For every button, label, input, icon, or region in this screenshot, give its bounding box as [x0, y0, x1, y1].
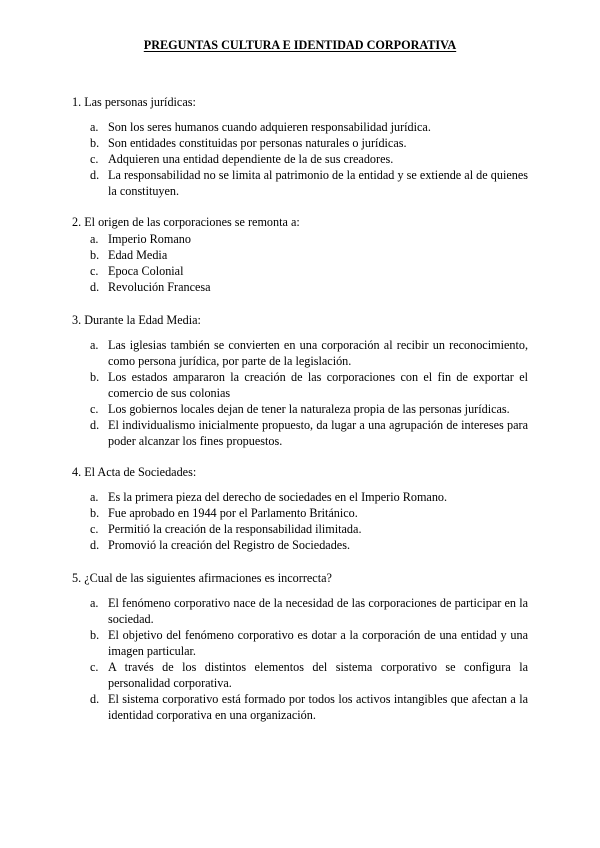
option-b — [72, 505, 528, 521]
option-letter: a. — [90, 596, 99, 610]
option-b — [72, 369, 528, 401]
option-letter: c. — [90, 402, 99, 416]
question-text: 3. Durante la Edad Media: — [72, 313, 201, 327]
option-b — [72, 135, 528, 151]
option-a — [72, 489, 528, 505]
option-text: El objetivo del fenómeno corporativo es dotar a la corporación de una entidad y una imagen particular. — [108, 628, 528, 658]
question-2 — [72, 214, 528, 295]
option-letter: d. — [90, 418, 100, 432]
option-text: El fenómeno corporativo nace de la necesidad de las corporaciones de participar en la sociedad. — [108, 596, 528, 626]
page-title: PREGUNTAS CULTURA E IDENTIDAD CORPORATIVA — [143, 38, 457, 52]
option-text: Las iglesias también se convierten en una corporación al recibir un reconocimiento, como persona jurídica, por parte de la legislación. — [108, 338, 528, 368]
question-text: 4. El Acta de Sociedades: — [72, 465, 197, 479]
option-a — [72, 595, 528, 627]
option-letter: c. — [90, 264, 99, 278]
option-d — [72, 537, 528, 553]
option-text: Revolución Francesa — [108, 280, 211, 294]
question-text: 2. El origen de las corporaciones se remonta a: — [72, 215, 300, 229]
options-list — [72, 337, 528, 449]
option-a — [72, 119, 528, 135]
option-text: La responsabilidad no se limita al patrimonio de la entidad y se extiende al de quienes la constituyen. — [108, 168, 528, 198]
options-list — [72, 595, 528, 723]
option-letter: a. — [90, 120, 99, 134]
option-letter: a. — [90, 490, 99, 504]
question-text: 5. ¿Cual de las siguientes afirmaciones es incorrecta? — [72, 571, 332, 585]
question-text: 1. Las personas jurídicas: — [72, 95, 196, 109]
option-letter: a. — [90, 338, 99, 352]
option-text: Los estados ampararon la creación de las corporaciones con el fin de exportar el comercio de sus colonias — [108, 370, 528, 400]
option-letter: d. — [90, 538, 100, 552]
option-a — [72, 231, 528, 247]
option-letter: c. — [90, 660, 99, 674]
option-b — [72, 627, 528, 659]
option-letter: b. — [90, 506, 100, 520]
option-letter: d. — [90, 280, 100, 294]
option-text: Imperio Romano — [108, 232, 191, 246]
option-c — [72, 521, 528, 537]
option-d — [72, 417, 528, 449]
option-text: Promovió la creación del Registro de Sociedades. — [108, 538, 350, 552]
question-4 — [72, 464, 528, 553]
option-d — [72, 279, 528, 295]
option-a — [72, 337, 528, 369]
question-3 — [72, 312, 528, 449]
option-text: El individualismo inicialmente propuesto, da lugar a una agrupación de intereses para poder alcanzar los fines propuestos. — [108, 418, 528, 448]
option-text: Fue aprobado en 1944 por el Parlamento Británico. — [108, 506, 358, 520]
option-text: Permitió la creación de la responsabilidad ilimitada. — [108, 522, 362, 536]
option-text: Son entidades constituidas por personas naturales o jurídicas. — [108, 136, 407, 150]
option-letter: d. — [90, 692, 100, 706]
options-list — [72, 119, 528, 199]
option-text: Adquieren una entidad dependiente de la de sus creadores. — [108, 152, 394, 166]
question-5 — [72, 570, 528, 723]
option-letter: c. — [90, 522, 99, 536]
option-text: El sistema corporativo está formado por todos los activos intangibles que afectan a la identidad corporativa en una organización. — [108, 692, 528, 722]
option-text: Epoca Colonial — [108, 264, 184, 278]
option-text: Los gobiernos locales dejan de tener la naturaleza propia de las personas jurídicas. — [108, 402, 510, 416]
option-letter: d. — [90, 168, 100, 182]
option-letter: b. — [90, 370, 100, 384]
option-letter: b. — [90, 248, 100, 262]
option-c — [72, 659, 528, 691]
option-letter: b. — [90, 136, 100, 150]
option-d — [72, 167, 528, 199]
option-letter: c. — [90, 152, 99, 166]
option-letter: a. — [90, 232, 99, 246]
option-letter: b. — [90, 628, 100, 642]
option-text: Son los seres humanos cuando adquieren responsabilidad jurídica. — [108, 120, 431, 134]
option-text: A través de los distintos elementos del sistema corporativo se configura la personalidad corporativa. — [108, 660, 528, 690]
option-text: Edad Media — [108, 248, 168, 262]
option-b — [72, 247, 528, 263]
option-d — [72, 691, 528, 723]
option-c — [72, 401, 528, 417]
options-list — [72, 489, 528, 553]
option-c — [72, 263, 528, 279]
options-list — [72, 231, 528, 295]
question-1 — [72, 94, 528, 199]
option-c — [72, 151, 528, 167]
option-text: Es la primera pieza del derecho de sociedades en el Imperio Romano. — [108, 490, 448, 504]
